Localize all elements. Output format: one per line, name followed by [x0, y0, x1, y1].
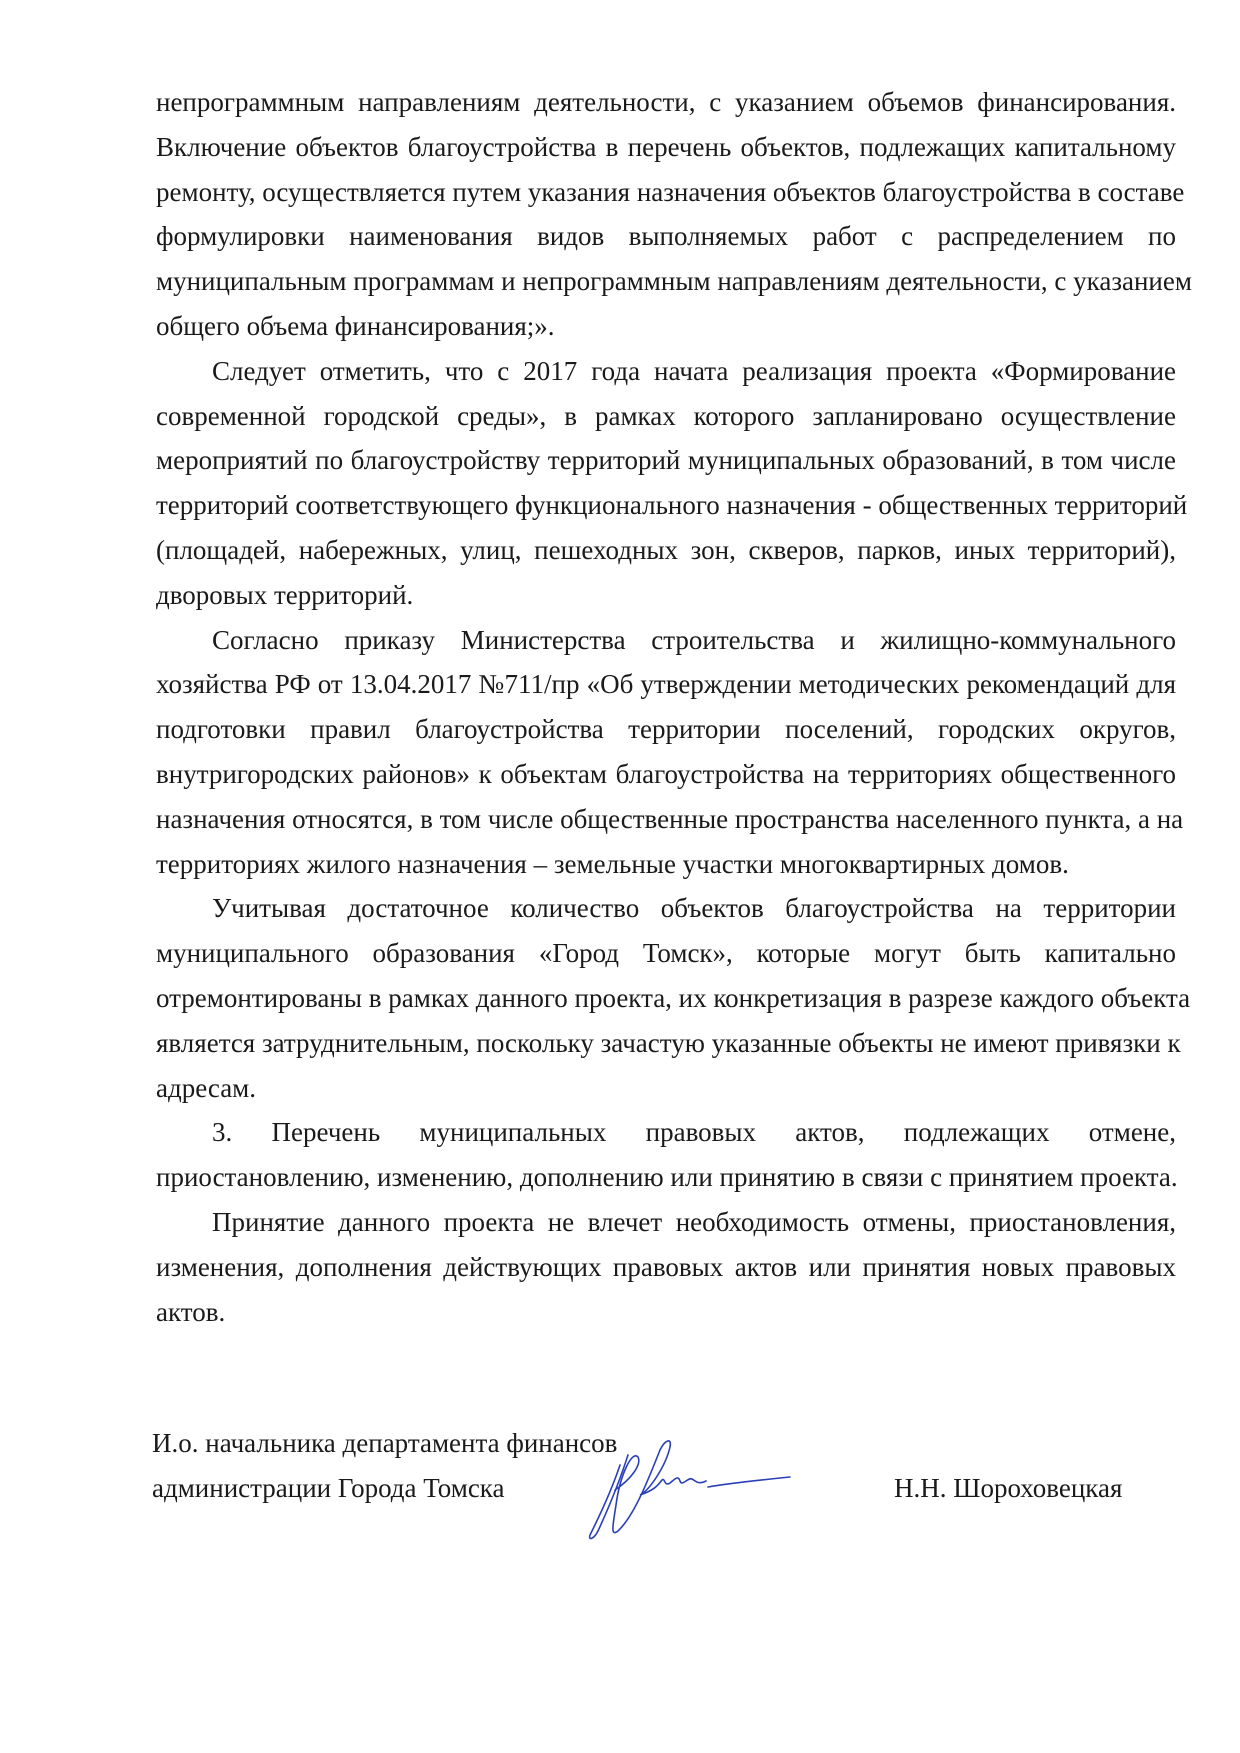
signatory-position-line2: администрации Города Томска [152, 1473, 505, 1503]
text-line: хозяйства РФ от 13.04.2017 №711/пр «Об утверждении методических рекомендаций для [156, 669, 1176, 700]
paragraph [156, 1200, 1176, 1334]
paragraph [156, 80, 1192, 349]
signatory-name: Н.Н. Шороховецкая [894, 1473, 1123, 1503]
text-line: 3. Перечень муниципальных правовых актов, подлежащих отмене, [212, 1117, 1176, 1148]
text-line: является затруднительным, поскольку зачастую указанные объекты не имеют привязки к [156, 1027, 1181, 1058]
text-line: мероприятий по благоустройству территорий муниципальных образований, в том числе [156, 445, 1176, 476]
text-line: Согласно приказу Министерства строительства и жилищно-коммунального [212, 624, 1176, 655]
signature-strokes [590, 1441, 790, 1539]
signatory-position-line1: И.о. начальника департамента финансов [152, 1428, 618, 1458]
text-line: территориях жилого назначения – земельные участки многоквартирных домов. [156, 848, 1069, 879]
text-line: муниципального образования «Город Томск», которые могут быть капитально [156, 938, 1176, 969]
paragraph [156, 1110, 1176, 1200]
text-line: муниципальным программам и непрограммным направлениям деятельности, с указанием [156, 266, 1192, 297]
document-body [156, 80, 1192, 1334]
text-line: ремонту, осуществляется путем указания назначения объектов благоустройства в составе [156, 176, 1185, 207]
text-line: приостановлению, изменению, дополнению или принятию в связи с принятием проекта. [156, 1162, 1178, 1193]
paragraph [156, 349, 1188, 618]
handwritten-signature [580, 1435, 800, 1545]
text-line: актов. [156, 1296, 226, 1327]
paragraph [156, 886, 1191, 1110]
text-line: (площадей, набережных, улиц, пешеходных зон, скверов, парков, иных территорий), [156, 534, 1176, 565]
paragraph [156, 618, 1184, 887]
text-line: подготовки правил благоустройства территории поселений, городских округов, [156, 714, 1176, 745]
text-line: Принятие данного проекта не влечет необходимость отмены, приостановления, [212, 1206, 1176, 1237]
text-line: дворовых территорий. [156, 579, 414, 610]
text-line: непрограммным направлениям деятельности, с указанием объемов финансирования. [156, 87, 1176, 117]
text-line: Следует отметить, что с 2017 года начата реализация проекта «Формирование [212, 355, 1176, 386]
text-line: адресам. [156, 1072, 257, 1103]
text-line: территорий соответствующего функционального назначения - общественных территорий [156, 490, 1188, 521]
text-line: Включение объектов благоустройства в перечень объектов, подлежащих капитальному [156, 131, 1176, 162]
text-line: формулировки наименования видов выполняемых работ с распределением по [156, 221, 1176, 252]
text-line: назначения относятся, в том числе общественные пространства населенного пункта, а на [156, 803, 1184, 834]
text-line: общего объема финансирования;». [156, 310, 555, 341]
text-line: отремонтированы в рамках данного проекта, их конкретизация в разрезе каждого объекта [156, 982, 1191, 1013]
text-line: современной городской среды», в рамках которого запланировано осуществление [156, 400, 1176, 431]
text-line: внутригородских районов» к объектам благоустройства на территориях общественного [156, 758, 1176, 789]
text-line: Учитывая достаточное количество объектов благоустройства на территории [212, 893, 1176, 924]
text-line: изменения, дополнения действующих правовых актов или принятия новых правовых [156, 1251, 1176, 1282]
